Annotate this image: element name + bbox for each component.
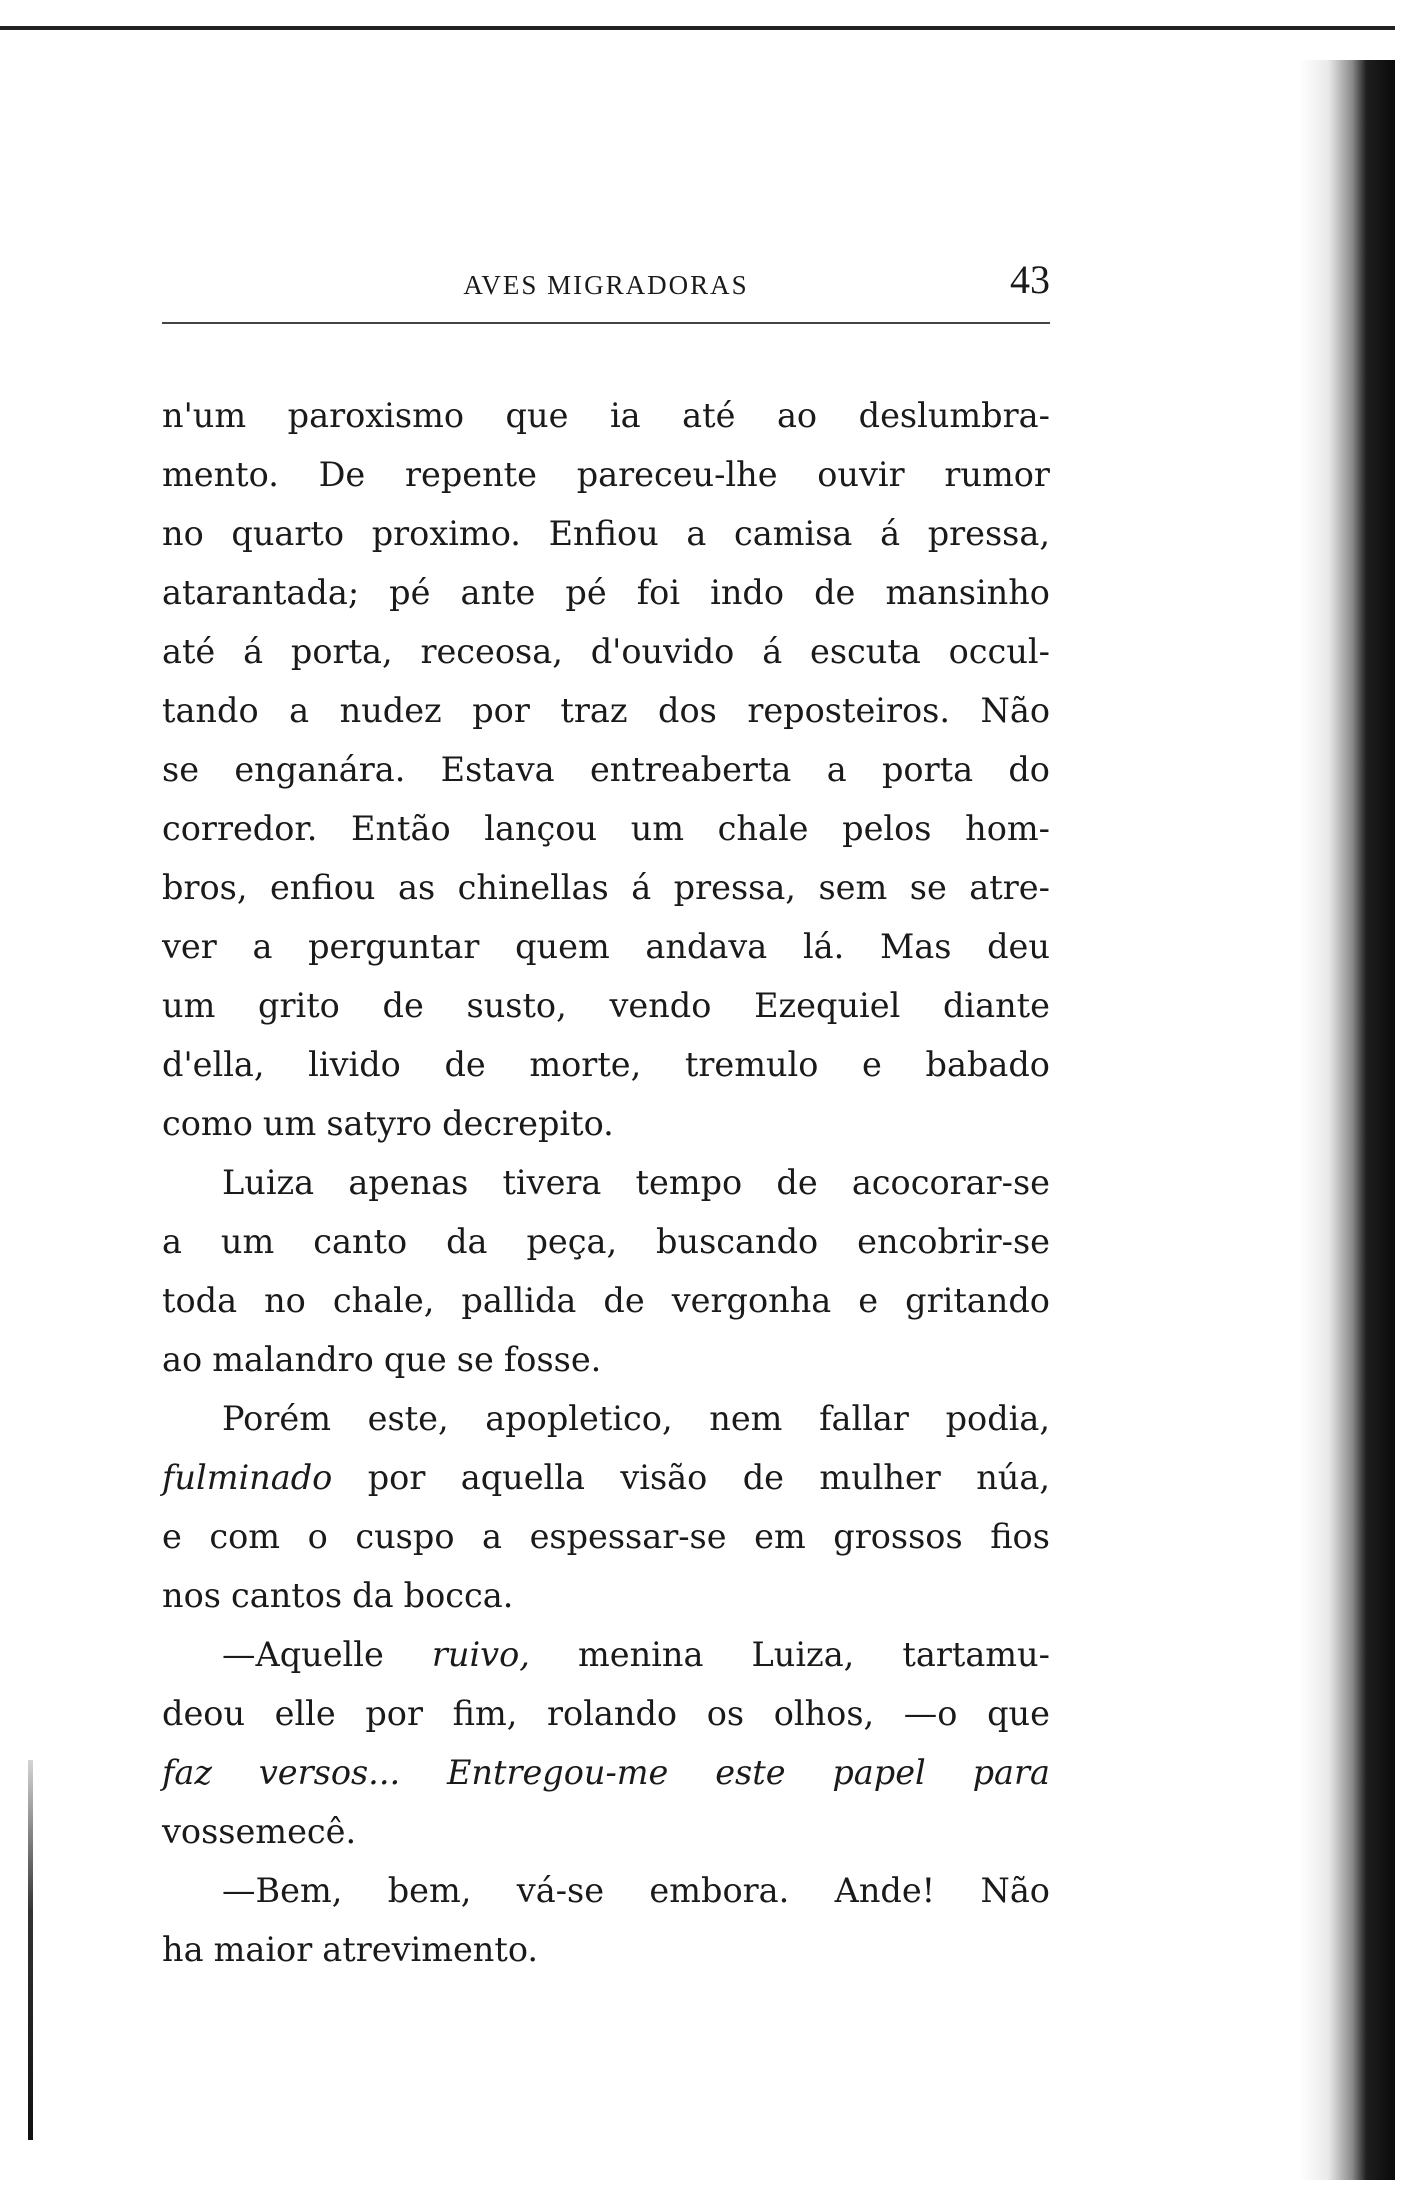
text-line: no quarto proximo. Enfiou a camisa á pressa, — [162, 514, 1050, 553]
text-line: toda no chale, pallida de vergonha e gritando — [162, 1281, 1050, 1320]
text-line: faz versos... Entregou-me este papel para — [162, 1753, 1050, 1792]
header-rule — [162, 322, 1050, 324]
scan-left-edge — [28, 1760, 33, 2140]
text-line: tando a nudez por traz dos reposteiros. Não — [162, 691, 1050, 730]
running-head: AVES MIGRADORAS — [463, 270, 749, 300]
text-line: n'um paroxismo que ia até ao deslumbra- — [162, 396, 1050, 435]
text-line: e com o cuspo a espessar-se em grossos fios — [162, 1517, 1050, 1556]
text-line: a um canto da peça, buscando encobrir-se — [162, 1222, 1050, 1261]
text-line: nos cantos da bocca. — [162, 1576, 514, 1615]
page-number: 43 — [1010, 257, 1050, 302]
page-spine-shadow — [1300, 60, 1395, 2180]
text-line: mento. De repente pareceu-lhe ouvir rumor — [162, 455, 1050, 494]
body-text — [162, 386, 1050, 1979]
text-line: deou elle por fim, rolando os olhos, —o que — [162, 1694, 1050, 1733]
text-line: Porém este, apopletico, nem fallar podia, — [222, 1399, 1050, 1438]
text-line: ver a perguntar quem andava lá. Mas deu — [162, 927, 1050, 966]
page-header — [162, 256, 1050, 316]
scan-top-edge — [0, 26, 1395, 30]
text-line: até á porta, receosa, d'ouvido á escuta occul- — [162, 632, 1050, 671]
text-line: —Bem, bem, vá-se embora. Ande! Não — [222, 1871, 1050, 1910]
text-line: se enganára. Estava entreaberta a porta do — [162, 750, 1050, 789]
text-line: ha maior atrevimento. — [162, 1930, 539, 1969]
text-line: vossemecê. — [162, 1812, 357, 1851]
text-line: —Aquelle ruivo, menina Luiza, tartamu- — [222, 1635, 1050, 1674]
text-line: Luiza apenas tivera tempo de acocorar-se — [222, 1163, 1050, 1202]
text-line: bros, enfiou as chinellas á pressa, sem se atre- — [162, 868, 1050, 907]
text-line: um grito de susto, vendo Ezequiel diante — [162, 986, 1050, 1025]
text-line: fulminado por aquella visão de mulher núa, — [162, 1458, 1050, 1497]
text-line: atarantada; pé ante pé foi indo de mansinho — [162, 573, 1050, 612]
text-line: d'ella, livido de morte, tremulo e babado — [162, 1045, 1050, 1084]
text-line: corredor. Então lançou um chale pelos hom- — [162, 809, 1050, 848]
text-line: como um satyro decrepito. — [162, 1104, 614, 1143]
text-line: ao malandro que se fosse. — [162, 1340, 602, 1379]
